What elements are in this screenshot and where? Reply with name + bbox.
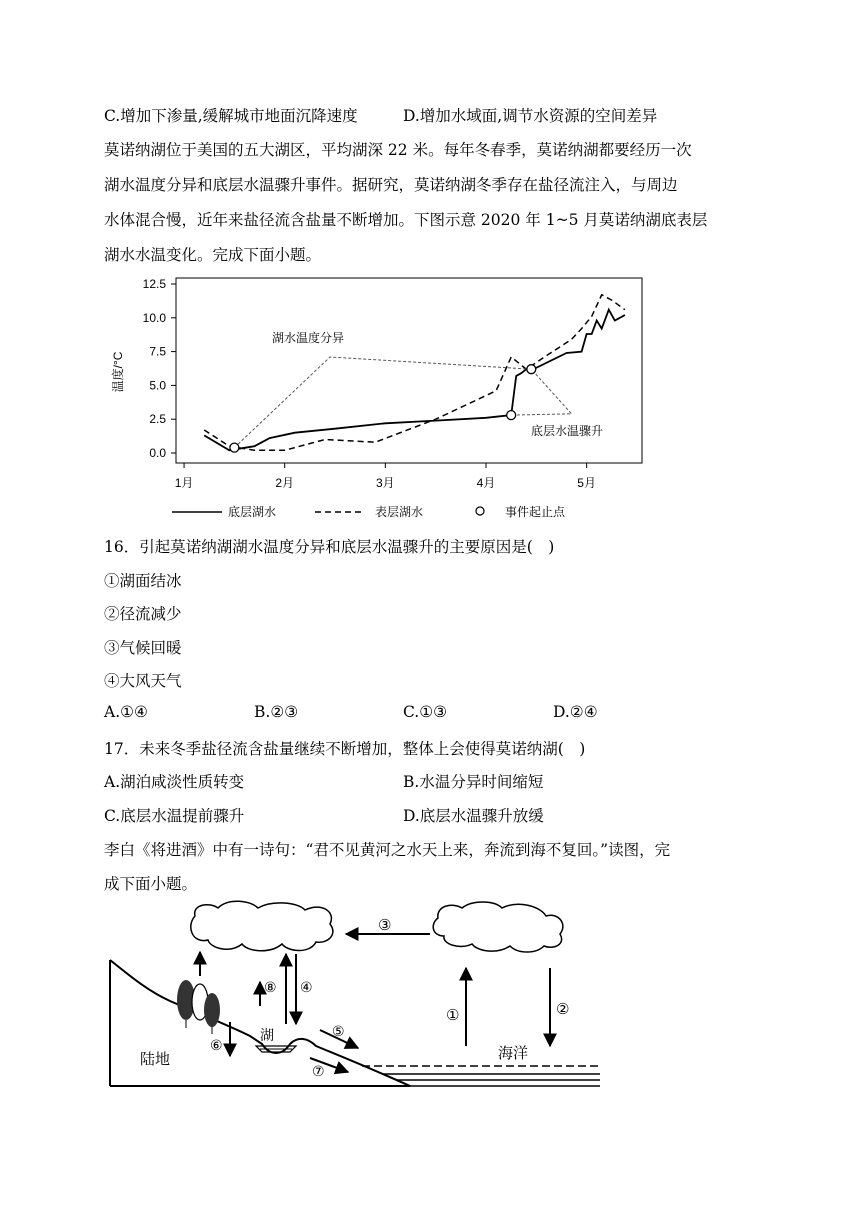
intro2-line-1: 李白《将进酒》中有一诗句：“君不见黄河之水天上来，奔流到海不复回。”读图，完 [104, 841, 671, 859]
q16-option-d: D.②④ [553, 703, 598, 721]
y-tick-label: 5.0 [149, 378, 166, 393]
event-point [230, 443, 239, 452]
q16-option-a: A.①④ [104, 703, 148, 721]
cloud-right [433, 902, 563, 952]
event-point [527, 365, 536, 374]
option-d: D.增加水域面,调节水资源的空间差异 [403, 107, 658, 125]
intro-line-2: 湖水温度分异和底层水温骤升事件。据研究，莫诺纳湖冬季存在盐径流注入，与周边 [104, 176, 678, 194]
label-ocean: 海洋 [498, 1045, 529, 1062]
annotation-bottom-rise: 底层水温骤升 [531, 424, 604, 438]
y-tick-label: 12.5 [142, 277, 166, 291]
legend-event: 事件起止点 [505, 505, 566, 519]
q16-item-3: ③气候回暖 [104, 639, 182, 657]
ocean-lines [362, 1066, 600, 1086]
y-tick-label: 10.0 [142, 310, 166, 325]
intro2-line-2: 成下面小题。 [104, 875, 198, 893]
y-tick-label: 0.0 [149, 446, 166, 460]
q17-option-b: B.水温分异时间缩短 [403, 773, 544, 791]
trees-icon [177, 980, 220, 1034]
q17-option-a: A.湖泊咸淡性质转变 [104, 773, 245, 791]
water-cycle-diagram [100, 896, 620, 1096]
label-8: ⑧ [264, 979, 277, 995]
y-tick-label: 2.5 [149, 412, 166, 427]
y-tick-label: 7.5 [149, 344, 166, 359]
q16-stem: 16．引起莫诺纳湖湖水温度分异和底层水温骤升的主要原因是( ) [104, 538, 555, 556]
q17-option-d: D.底层水温骤升放缓 [403, 807, 544, 825]
intro-line-3: 水体混合慢，近年来盐径流含盐量不断增加。下图示意 2020 年 1~5 月莫诺纳湖底表层 [104, 211, 708, 229]
q16-option-b: B.②③ [254, 703, 299, 721]
intro-line-1: 莫诺纳湖位于美国的五大湖区，平均湖深 22 米。每年冬春季，莫诺纳湖都要经历一次 [104, 141, 692, 159]
temperature-chart [100, 262, 660, 527]
x-tick-label: 2月 [275, 476, 295, 490]
legend-bottom: 底层湖水 [228, 505, 277, 519]
label-land: 陆地 [140, 1051, 171, 1068]
q16-option-c: C.①③ [403, 703, 448, 721]
y-axis-label: 温度/°C [111, 351, 125, 393]
label-1: ① [446, 1007, 460, 1024]
label-lake: 湖 [260, 1027, 274, 1043]
label-3: ③ [378, 917, 392, 934]
x-tick-label: 5月 [577, 476, 596, 490]
cloud-left [191, 901, 333, 951]
label-7: ⑦ [312, 1063, 325, 1079]
label-4: ④ [300, 979, 313, 995]
q16-item-1: ①湖面结冰 [104, 572, 182, 590]
label-2: ② [556, 1001, 570, 1018]
q17-option-c: C.底层水温提前骤升 [104, 807, 245, 825]
x-tick-label: 3月 [376, 476, 395, 490]
q17-stem: 17．未来冬季盐径流含盐量继续不断增加，整体上会使得莫诺纳湖( ) [104, 740, 586, 758]
label-5: ⑤ [332, 1023, 345, 1039]
q16-item-4: ④大风天气 [104, 672, 182, 690]
x-tick-label: 1月 [174, 476, 194, 490]
annotation-divergence: 湖水温度分异 [272, 331, 345, 345]
label-6: ⑥ [210, 1037, 223, 1053]
intro-line-4: 湖水水温变化。完成下面小题。 [104, 246, 322, 264]
event-point [507, 411, 516, 420]
x-tick-label: 4月 [476, 476, 496, 490]
legend-surface: 表层湖水 [375, 505, 424, 519]
legend [172, 504, 566, 519]
option-c: C.增加下渗量,缓解城市地面沉降速度 [104, 107, 358, 125]
q16-item-2: ②径流减少 [104, 605, 182, 623]
